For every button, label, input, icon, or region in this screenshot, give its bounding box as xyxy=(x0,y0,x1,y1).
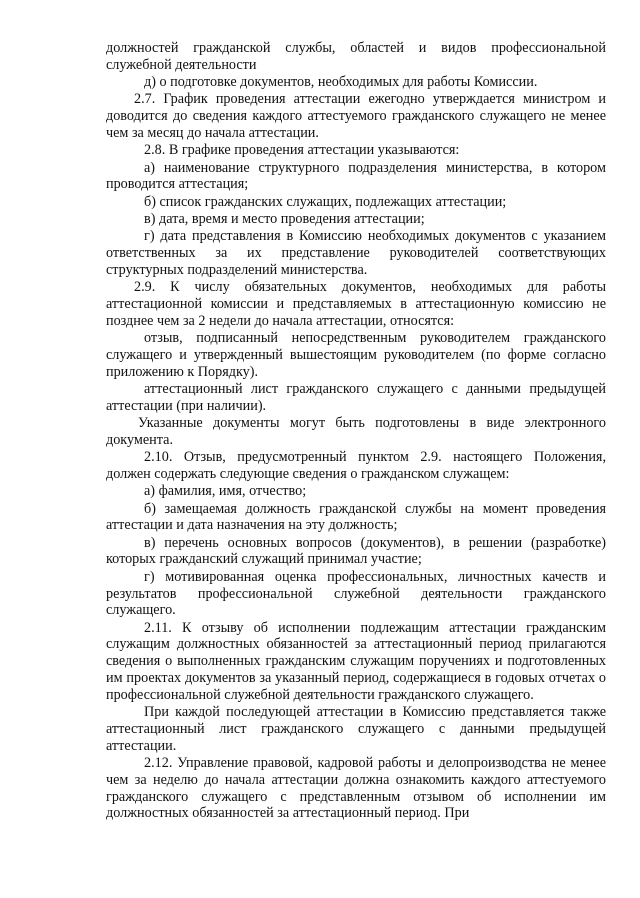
paragraph: Указанные документы могут быть подготовлены в виде электронного документа. xyxy=(106,415,606,448)
paragraph: 2.10. Отзыв, предусмотренный пунктом 2.9. настоящего Положения, должен содержать следующие сведения о гражданском служащем: xyxy=(106,449,606,482)
paragraph: б) замещаемая должность гражданской службы на момент проведения аттестации и дата назначения на эту должность; xyxy=(106,500,606,534)
paragraph: 2.8. В графике проведения аттестации указываются: xyxy=(144,142,460,159)
paragraph: 2.12. Управление правовой, кадровой работы и делопроизводства не менее чем за неделю до начала аттестации должна ознакомить каждого аттестуемого гражданского служащего с представленным отзывом об исполнении им должностных обязанностей за аттестационный период. При xyxy=(106,754,606,822)
paragraph: отзыв, подписанный непосредственным руководителем гражданского служащего и утвержденный вышестоящим руководителем (по форме согласно приложению к Порядку). xyxy=(106,330,606,380)
paragraph: б) список гражданских служащих, подлежащих аттестации; xyxy=(144,193,507,210)
paragraph: г) мотивированная оценка профессиональных, личностных качеств и результатов профессиональной служебной деятельности гражданского служащего. xyxy=(106,568,606,619)
paragraph: в) перечень основных вопросов (документов), в решении (разработке) которых гражданский служащий принимал участие; xyxy=(106,534,606,568)
paragraph: должностей гражданской службы, областей и видов профессиональной служебной деятельности xyxy=(106,40,606,73)
paragraph: в) дата, время и место проведения аттестации; xyxy=(144,210,425,227)
paragraph: 2.7. График проведения аттестации ежегодно утверждается министром и доводится до сведения каждого аттестуемого гражданского служащего не менее чем за месяц до начала аттестации. xyxy=(106,91,606,141)
paragraph: 2.9. К числу обязательных документов, необходимых для работы аттестационной комиссии и представляемых в аттестационную комиссию не позднее чем за 2 недели до начала аттестации, относятся: xyxy=(106,279,606,329)
paragraph: г) дата представления в Комиссию необходимых документов с указанием ответственных за их представление руководителей соответствующих структурных подразделений министерства. xyxy=(106,228,606,278)
paragraph: При каждой последующей аттестации в Комиссию представляется также аттестационный лист гражданского служащего с данными предыдущей аттестации. xyxy=(106,704,606,754)
paragraph: аттестационный лист гражданского служащего с данными предыдущей аттестации (при наличии). xyxy=(106,380,606,414)
paragraph: д) о подготовке документов, необходимых для работы Комиссии. xyxy=(144,74,538,91)
paragraph: а) фамилия, имя, отчество; xyxy=(144,483,307,500)
paragraph: а) наименование структурного подразделения министерства, в котором проводится аттестация; xyxy=(106,159,606,193)
paragraph: 2.11. К отзыву об исполнении подлежащим аттестации гражданским служащим должностных обязанностей за аттестационный период прилагаются сведения о выполненных гражданским служащим поручениях и подготовленных им проектах документов за указанный период, содержащиеся в годовых отчетах о профессиональной служебной деятельности гражданского служащего. xyxy=(106,619,606,703)
